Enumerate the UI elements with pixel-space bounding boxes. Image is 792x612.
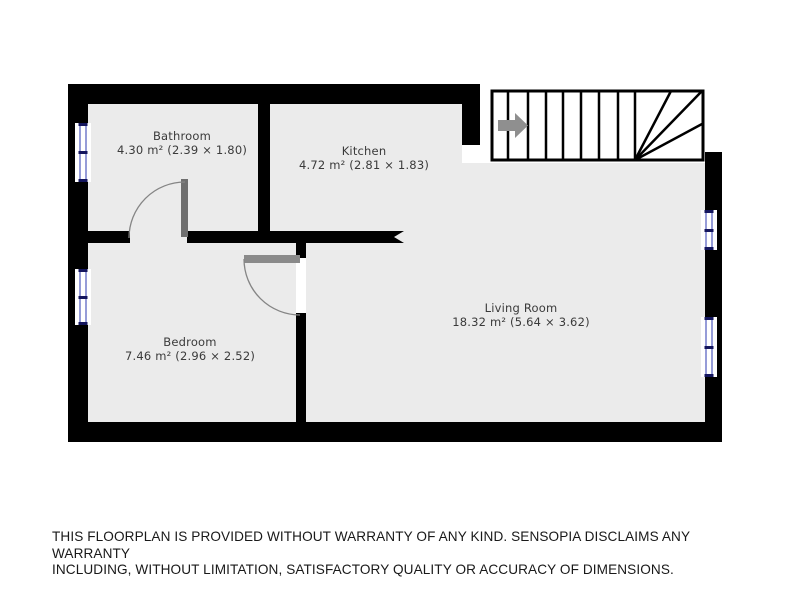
room-area: 4.72 m² (2.81 × 1.83)	[298, 157, 430, 172]
living-room-window-lower	[701, 317, 717, 377]
window-tick	[705, 346, 714, 349]
bedroom-window	[75, 269, 91, 325]
room-area: 7.46 m² (2.96 × 2.52)	[124, 348, 256, 363]
disclaimer-line-2: INCLUDING, WITHOUT LIMITATION, SATISFACTORY QUALITY OR ACCURACY OF DIMENSIONS.	[52, 562, 674, 577]
window-tick	[705, 247, 714, 250]
room-name: Kitchen	[341, 144, 387, 158]
room-name: Bedroom	[163, 335, 217, 349]
living-room-window-upper	[701, 210, 717, 250]
bathroom-doorway-threshold	[130, 232, 187, 243]
bedroom-label	[80, 336, 300, 363]
interior-wall-notched	[187, 231, 404, 243]
bathroom-floor	[88, 104, 258, 232]
window-tick	[79, 123, 88, 126]
bedroom-floor	[88, 243, 296, 424]
bedroom-door-leaf	[244, 255, 300, 263]
disclaimer-line-1: THIS FLOORPLAN IS PROVIDED WITHOUT WARRANTY OF ANY KIND. SENSOPIA DISCLAIMS ANY WARRANTY	[52, 529, 690, 561]
living-room-label	[411, 302, 631, 329]
room-area: 4.30 m² (2.39 × 1.80)	[116, 142, 248, 157]
window-tick	[79, 322, 88, 325]
kitchen-right-wall	[462, 84, 480, 145]
window-tick	[705, 229, 714, 232]
bedroom-right-wall	[296, 313, 306, 424]
bathroom-door-leaf	[181, 179, 188, 237]
window-tick	[705, 374, 714, 377]
window-tick	[79, 179, 88, 182]
living-room-floor	[306, 163, 705, 424]
bathroom-bedroom-wall-left-segment	[80, 231, 130, 243]
room-name: Living Room	[484, 301, 558, 315]
window-tick	[79, 296, 88, 299]
window-tick	[79, 269, 88, 272]
disclaimer-text	[52, 529, 762, 579]
window-tick	[705, 210, 714, 213]
staircase	[490, 88, 706, 163]
window-tick	[705, 317, 714, 320]
room-area: 18.32 m² (5.64 × 3.62)	[452, 314, 590, 329]
exterior-wall-right	[705, 152, 722, 442]
kitchen-label	[254, 145, 474, 172]
exterior-wall-bottom	[68, 422, 722, 442]
exterior-wall-top	[68, 84, 480, 104]
kitchen-left-wall	[258, 104, 270, 243]
room-name: Bathroom	[152, 129, 212, 143]
